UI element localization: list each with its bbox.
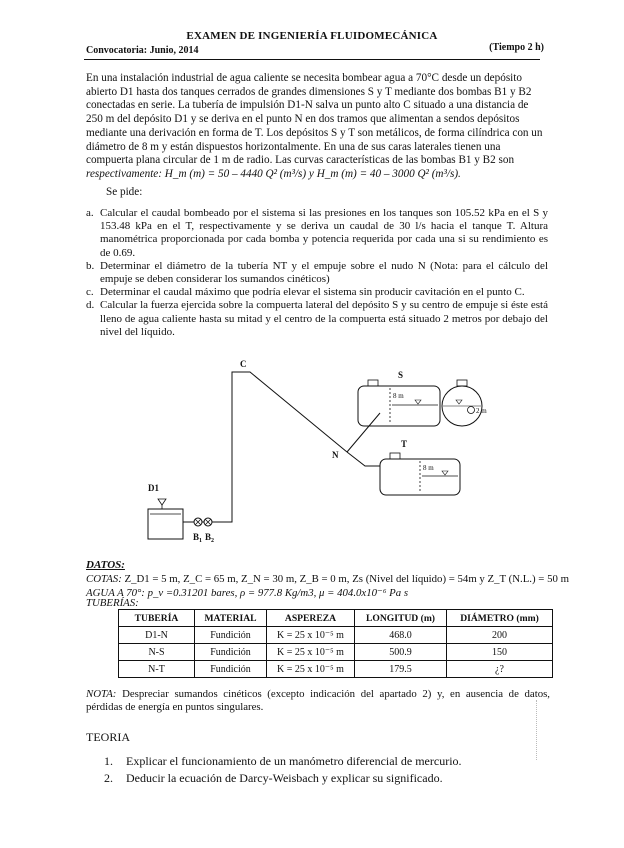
teoria-text: Explicar el funcionamiento de un manómetro diferencial de mercurio. (126, 754, 462, 768)
datos-heading: DATOS: (86, 559, 125, 571)
gate-icon (468, 407, 475, 414)
problem-line: 250 m del depósito D1 y se deriva en el punto N en dos tramos que alimentan a sendos depósitos (86, 113, 520, 126)
question-item (86, 207, 548, 260)
tank-t-cap (390, 453, 400, 459)
teoria-item (104, 770, 462, 787)
tank-s-cap (368, 380, 378, 386)
pipes-table (118, 609, 553, 678)
tank-s-level-icon (415, 400, 421, 404)
question-text: Determinar el diámetro de la tubería NT y el empuje sobre el nudo N (Nota: para el cálculo del empuje se deben considerar los sumandos cinéticos) (100, 259, 548, 286)
table-cell: K = 25 x 10⁻⁵ m (267, 661, 355, 678)
problem-line: abierto D1 hasta dos tanques cerrados de grandes dimensiones S y T mediante dos bombas B1 y B2 (86, 85, 532, 98)
question-text: Determinar el caudal máximo que podría elevar el sistema sin producir cavitación en el punto C. (100, 286, 525, 299)
installation-diagram (0, 340, 624, 555)
table-cell: 500.9 (355, 644, 447, 661)
agua-label: AGUA A 70°: (86, 587, 145, 599)
table-cell: Fundición (195, 627, 267, 644)
table-cell: 200 (447, 627, 553, 644)
table-header-row (119, 610, 553, 627)
label-b1-main: B (193, 532, 200, 542)
nota-label: NOTA: (86, 688, 117, 700)
question-letter: a. (86, 207, 94, 219)
label-b2-sub: 2 (211, 538, 215, 544)
nota (86, 688, 550, 714)
pipe-n-t (347, 452, 380, 466)
label-s: S (398, 370, 404, 380)
table-row (119, 661, 553, 678)
label-b1 (193, 532, 202, 544)
teoria-number: 2. (104, 771, 113, 785)
table-cell: K = 25 x 10⁻⁵ m (267, 644, 355, 661)
table-header: LONGITUD (m) (355, 610, 447, 627)
deposit-d1 (148, 509, 183, 539)
header-rule (84, 59, 540, 60)
label-b1-sub: 1 (199, 538, 203, 544)
table-cell: 468.0 (355, 627, 447, 644)
label-b2 (205, 532, 214, 544)
problem-line: compuerta plana circular de 1 m de radio. Las curvas características de las bombas B1 y B2 son (86, 154, 515, 167)
problem-statement (86, 72, 548, 182)
question-letter: c. (86, 286, 94, 299)
question-item (86, 260, 548, 286)
teoria-number: 1. (104, 754, 113, 768)
teoria-text: Deducir la ecuación de Darcy-Weisbach y explicar su significado. (126, 771, 443, 785)
se-pide: Se pide: (106, 186, 143, 198)
nota-text: Despreciar sumandos cinéticos (excepto indicación del apartado 2) y, en ausencia de datos, pérdidas de energía en puntos singulares. (86, 688, 551, 713)
label-gate: 2 m (476, 407, 487, 415)
d1-level-icon (158, 499, 166, 505)
table-row (119, 644, 553, 661)
table-cell: K = 25 x 10⁻⁵ m (267, 627, 355, 644)
pipe-d1-c (183, 372, 347, 522)
label-n: N (332, 450, 339, 460)
label-t: T (401, 439, 408, 449)
teoria-heading: TEORIA (86, 730, 130, 744)
pipe-n-s (347, 413, 380, 452)
table-header: ASPEREZA (267, 610, 355, 627)
question-text: Calcular la fuerza ejercida sobre la compuerta lateral del depósito S y su centro de empuje si éste está lleno de agua caliente hasta su mitad y el centro de la compuerta está situado 2 metros por debajo del nivel del líquido. (100, 299, 548, 338)
table-row (119, 627, 553, 644)
question-text: Calcular el caudal bombeado por el sistema si las presiones en los tanques son 105.52 kPa en el S y 153.48 kPa en el T, respectivamente y se deriva un caudal de 30 l/s hacia el tanque T. Altura manométrica proporcionada por cada bomba y potencia requerida por cada una si su rendimiento es de 0.69. (100, 207, 548, 259)
table-cell: 150 (447, 644, 553, 661)
table-cell: Fundición (195, 661, 267, 678)
label-s-height: 8 m (393, 392, 404, 400)
label-t-height: 8 m (423, 464, 434, 472)
question-letter: d. (86, 299, 95, 312)
exam-title: EXAMEN DE INGENIERÍA FLUIDOMECÁNICA (186, 30, 438, 42)
label-d1: D1 (148, 483, 159, 493)
cotas-line (86, 573, 569, 585)
question-item (86, 299, 548, 339)
agua-values: p_v =0.31201 bares, ρ = 977.8 Kg/m3, μ = 404.0x10⁻⁶ Pa s (147, 587, 409, 599)
question-item (86, 286, 548, 299)
table-cell: Fundición (195, 644, 267, 661)
table-cell: N-T (119, 661, 195, 678)
label-c: C (240, 359, 247, 369)
problem-line: conectadas en serie. La tubería de impulsión D1-N salva un punto alto C situado a una distancia de (86, 99, 529, 112)
table-header: DIÁMETRO (mm) (447, 610, 553, 627)
teoria-item (104, 753, 462, 770)
problem-line: diámetro de 8 m y están dispuestos horizontalmente. En una de sus caras laterales tienen una (86, 140, 501, 153)
question-letter: b. (86, 259, 95, 272)
scan-artifact (536, 700, 540, 760)
tiempo: (Tiempo 2 h) (489, 42, 544, 53)
problem-line: En una instalación industrial de agua caliente se necesita bombear agua a 70°C desde un depósito (86, 72, 522, 84)
cotas-values: Z_D1 = 5 m, Z_C = 65 m, Z_N = 30 m, Z_B = 0 m, Zs (Nivel del líquido) = 54m y Z_T (N.L.) = 50 m (124, 573, 569, 585)
convocatoria: Convocatoria: Junio, 2014 (86, 45, 199, 56)
table-cell: 179.5 (355, 661, 447, 678)
teoria-list (104, 753, 462, 787)
label-b2-main: B (205, 532, 212, 542)
tank-t-level-icon (442, 471, 448, 475)
problem-line: mediante una derivación en forma de T. Los depósitos S y T son metálicos, de forma cilíndrica con un (86, 126, 543, 139)
table-header: MATERIAL (195, 610, 267, 627)
problem-line: respectivamente: H_m (m) = 50 – 4440 Q² (m³/s) y H_m (m) = 40 – 3000 Q² (m³/s). (86, 167, 461, 180)
table-header: TUBERÍA (119, 610, 195, 627)
tuberias-label: TUBERÍAS: (86, 597, 139, 609)
cotas-label: COTAS: (86, 573, 122, 585)
table-cell: N-S (119, 644, 195, 661)
table-cell: D1-N (119, 627, 195, 644)
table-cell: ¿? (447, 661, 553, 678)
questions-list (86, 207, 548, 339)
